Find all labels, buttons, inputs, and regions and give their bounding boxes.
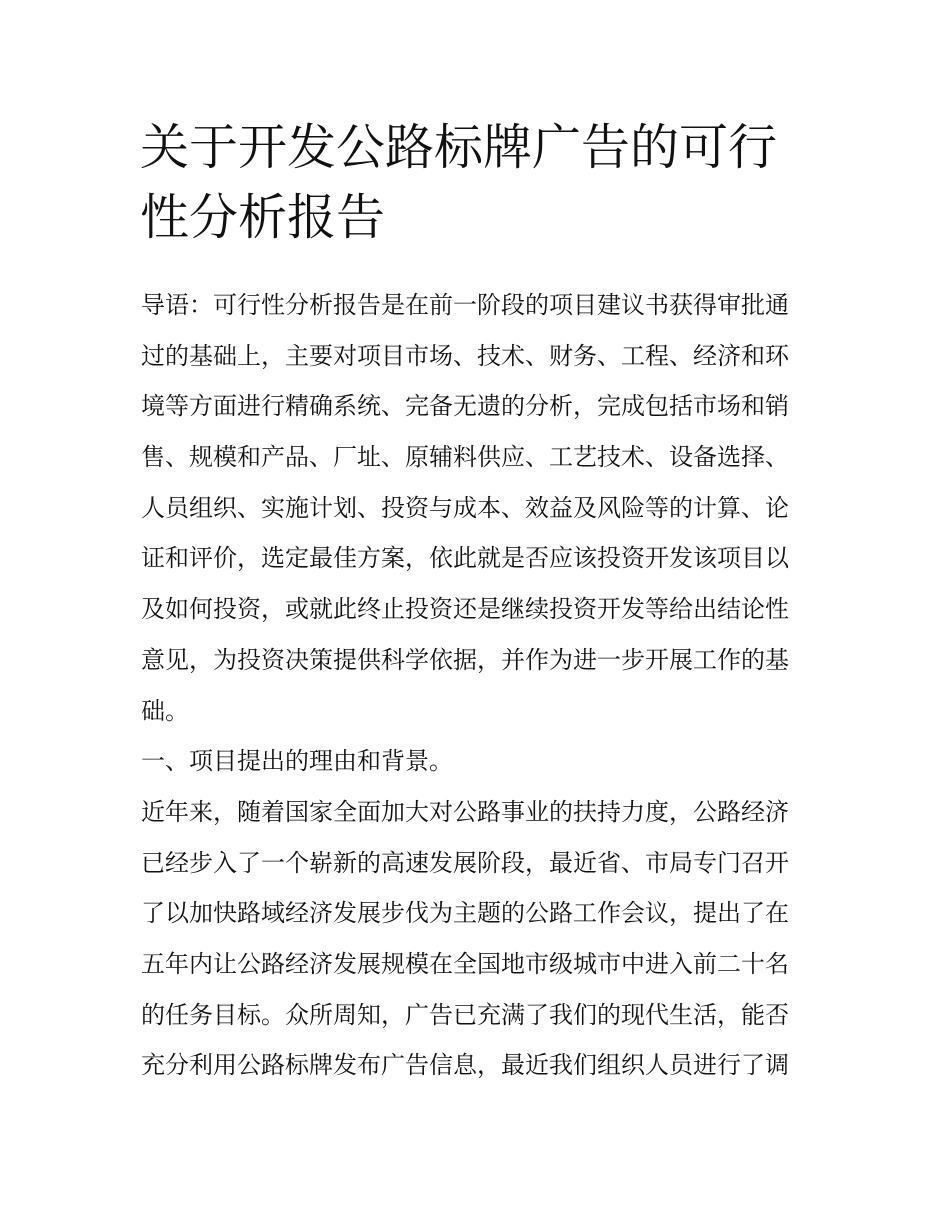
body-line: 人员组织、实施计划、投资与成本、效益及风险等的计算、论 bbox=[141, 493, 789, 522]
body-line: 的任务目标。众所周知，广告已充满了我们的现代生活，能否 bbox=[141, 1000, 789, 1029]
body-line: 五年内让公路经济发展规模在全国地市级城市中进入前二十名 bbox=[141, 949, 789, 978]
body-line: 售、规模和产品、厂址、原辅料供应、工艺技术、设备选择、 bbox=[141, 443, 789, 472]
document-body bbox=[141, 280, 821, 1091]
document-title bbox=[140, 113, 820, 253]
body-line: 近年来，随着国家全面加大对公路事业的扶持力度，公路经济 bbox=[141, 797, 789, 826]
body-line: 境等方面进行精确系统、完备无遗的分析，完成包括市场和销 bbox=[141, 392, 789, 421]
body-line: 充分利用公路标牌发布广告信息，最近我们组织人员进行了调 bbox=[141, 1051, 789, 1080]
title-line: 性分析报告 bbox=[140, 189, 386, 246]
body-line: 证和评价，选定最佳方案，依此就是否应该投资开发该项目以 bbox=[141, 544, 789, 573]
body-line: 导语：可行性分析报告是在前一阶段的项目建议书获得审批通 bbox=[141, 291, 789, 319]
body-line: 础。 bbox=[141, 696, 189, 725]
body-line: 过的基础上，主要对项目市场、技术、财务、工程、经济和环 bbox=[141, 341, 789, 370]
section-heading: 一、项目提出的理由和背景。 bbox=[141, 747, 453, 776]
body-line: 了以加快路域经济发展步伐为主题的公路工作会议，提出了在 bbox=[141, 899, 789, 928]
body-line: 已经步入了一个崭新的高速发展阶段，最近省、市局专门召开 bbox=[141, 848, 789, 877]
body-line: 意见，为投资决策提供科学依据，并作为进一步开展工作的基 bbox=[141, 645, 789, 674]
body-line: 及如何投资，或就此终止投资还是继续投资开发等给出结论性 bbox=[141, 595, 789, 624]
title-line: 关于开发公路标牌广告的可行 bbox=[140, 119, 778, 176]
